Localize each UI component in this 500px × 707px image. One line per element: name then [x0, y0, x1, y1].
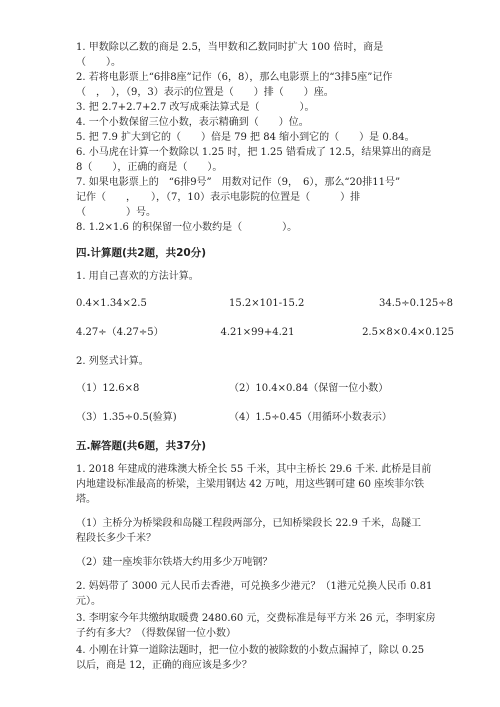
calc-row-1 — [76, 296, 454, 311]
question-2-line-1: 2. 若将电影票上“6排8座”记作（6，8），那么电影票上的“3排5座”记作 — [76, 72, 393, 83]
question-3: 3. 把 2.7+2.7+2.7 改写成乘法算式是（ ）。 — [76, 102, 315, 113]
calc-item: 2.5×8×0.4×0.125 — [362, 327, 454, 338]
calc-item: 34.5÷0.125÷8 — [379, 298, 454, 309]
question-2-line-2: （ ， ），（9，3）表示的位置是（ ）排（ ）座。 — [76, 87, 334, 98]
question-1-line-1: 1. 甲数除以乙数的商是 2.5，当甲数和乙数同时扩大 100 倍时，商是 — [76, 42, 384, 53]
question-4: 4. 一个小数保留三位小数，表示精确到（ ）位。 — [76, 117, 309, 128]
problem-1-line: 1. 2018 年建成的港珠澳大桥全长 55 千米，其中主桥长 29.6 千米. 此桥是目前 — [76, 464, 432, 475]
question-6-line-2: 8（ ），正确的商是（ ）。 — [76, 162, 223, 173]
question-7-line-2: 记作（ ， ），（7，10）表示电影院的位置是（ ）排 — [76, 192, 361, 203]
vertical-calc-row-1 — [76, 381, 454, 396]
question-1-line-2: （ ）。 — [76, 57, 121, 68]
calc-item: 0.4×1.34×2.5 — [76, 298, 147, 309]
vertical-calc-item: （3）1.35÷0.5(验算) — [76, 412, 177, 423]
question-5: 5. 把 7.9 扩大到它的（ ）倍是 79 把 84 缩小到它的（ ）是 0.84。 — [76, 132, 415, 143]
problem-2-line: 元）。 — [76, 596, 101, 607]
section-5-title: 五.解答题(共6题，共37分) — [76, 440, 207, 452]
problem-1-line: 塔。 — [76, 494, 96, 505]
problem-1-sub-2 — [76, 555, 454, 570]
section-4-title: 四.计算题(共2题，共20分) — [76, 247, 207, 259]
problem-1 — [76, 462, 454, 507]
problem-4-line: 4. 小刚在计算一道除法题时，把一位小数的被除数的小数点漏掉了，除以 0.25 — [76, 645, 425, 656]
vertical-calc-item: （4）1.5÷0.45（用循环小数表示） — [229, 412, 392, 423]
problem-4-line: 以后，商是 12，正确的商应该是多少？ — [76, 660, 252, 671]
problem-3-line: 子约有多大？（得数保留一位小数） — [76, 628, 236, 639]
problem-1-sub-1-line: （1）主桥分为桥梁段和岛隧工程段两部分，已知桥梁段长 22.9 千米，岛隧工 — [76, 518, 421, 529]
problem-3-line: 3. 李明家今年共缴纳取暖费 2480.60 元，交费标准是每平方米 26 元，李明家房 — [76, 613, 436, 624]
calc-row-2 — [76, 325, 454, 340]
question-7-line-3: （ ）号。 — [76, 207, 156, 218]
calc-item: 4.27÷（4.27÷5） — [76, 327, 164, 338]
question-7-line-1: 7. 如果电影票上的 “6排9号” 用数对记作（9， 6），那么“20排11号” — [76, 177, 401, 188]
problem-1-sub-1 — [76, 516, 454, 546]
calc-item: 4.21×99+4.21 — [220, 327, 295, 338]
problem-2 — [76, 579, 454, 609]
vertical-calc-item: （1）12.6×8 — [76, 383, 140, 394]
calc-question-1-label: 1. 用自己喜欢的方法计算。 — [76, 271, 199, 282]
problem-1-sub-2-line: （2）建一座埃菲尔铁塔大约用多少万吨钢？ — [76, 557, 273, 568]
problem-2-line: 2. 妈妈带了 3000 元人民币去香港，可兑换多少港元？（1港元兑换人民币 0.81 — [76, 581, 433, 592]
question-8: 8. 1.2×1.6 的积保留一位小数约是（ ）。 — [76, 222, 298, 233]
calc-question-2-label: 2. 列竖式计算。 — [76, 356, 149, 367]
problem-1-sub-1-line: 程段长多少千米？ — [76, 533, 156, 544]
calc-item: 15.2×101-15.2 — [229, 298, 305, 309]
problem-3 — [76, 611, 454, 641]
question-6-line-1: 6. 小马虎在计算一个数除以 1.25 时，把 1.25 错看成了 12.5，结果算出的商是 — [76, 147, 432, 158]
problem-4 — [76, 643, 454, 673]
vertical-calc-item: （2）10.4×0.84（保留一位小数） — [229, 383, 389, 394]
problem-1-line: 内地建设标准最高的桥梁，主梁用钢达 42 万吨，用这些钢可建 60 座埃菲尔铁 — [76, 479, 425, 490]
vertical-calc-row-2 — [76, 410, 454, 425]
fill-blank-section — [76, 40, 454, 235]
